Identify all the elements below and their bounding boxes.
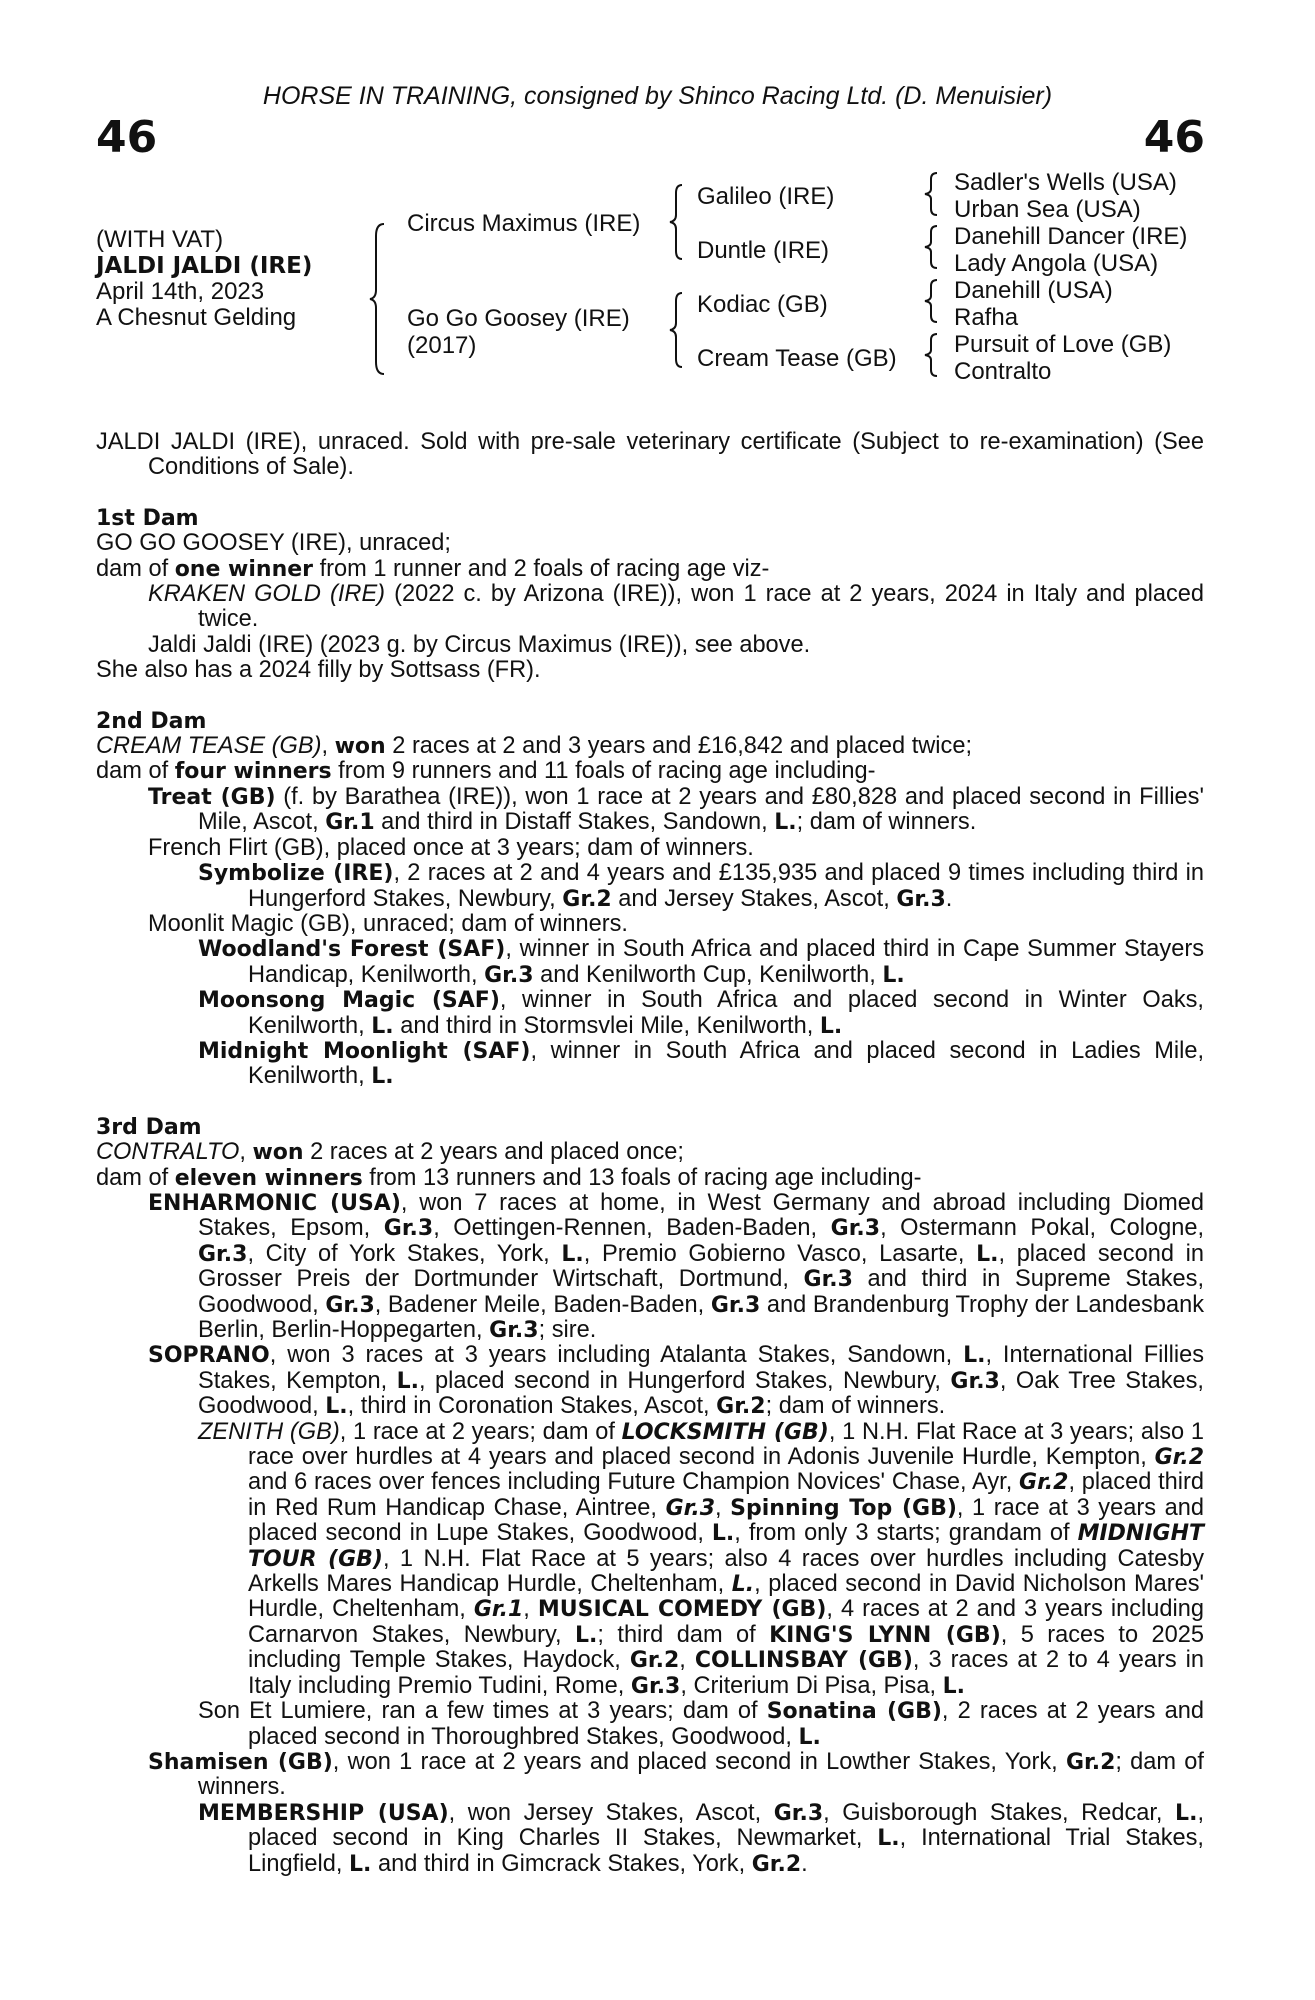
grand-offspring-midnight-moonlight: Midnight Moonlight (SAF), winner in South Africa and placed second in Ladies Mile, Kenilworth, L.: [198, 1037, 1205, 1090]
first-dam-heading: 1st Dam: [96, 505, 199, 531]
vat-note: (WITH VAT): [96, 226, 224, 253]
grand-offspring-moonsong-magic: Moonsong Magic (SAF), winner in South Africa and placed second in Winter Oaks, Kenilworth, L. and third in Stormsvlei Mile, Kenilworth, L.: [198, 987, 1204, 1039]
great-grandparent-2: Urban Sea (USA): [954, 196, 1141, 223]
first-dam-foal-note: She also has a 2024 filly by Sottsass (FR).: [96, 657, 541, 684]
third-dam-offspring-shamisen: Shamisen (GB), won 1 race at 2 years and placed second in Lowther Stakes, York, Gr.2; dam of winners.: [148, 1748, 1204, 1801]
first-dam-produce-summary: dam of one winner from 1 runner and 2 foals of racing age viz-: [96, 555, 770, 582]
great-grandparent-1: Sadler's Wells (USA): [954, 169, 1177, 196]
pedigree-bracket-sire: [670, 183, 686, 263]
dam-dam: Cream Tease (GB): [697, 345, 897, 372]
second-dam-offspring-treat: Treat (GB) (f. by Barathea (IRE)), won 1 race at 2 years and £80,828 and placed second in Fillies' Mile, Ascot, Gr.1 and third in Distaff Stakes, Sandown, L.; dam of winners.: [148, 783, 1204, 836]
second-dam-line: CREAM TEASE (GB), won 2 races at 2 and 3 years and £16,842 and placed twice;: [96, 733, 973, 760]
dam: Go Go Goosey (IRE): [407, 305, 630, 332]
grand-offspring-zenith: ZENITH (GB), 1 race at 2 years; dam of LOCKSMITH (GB), 1 N.H. Flat Race at 3 years; also 1 race over hurdles at 4 years and placed second in Adonis Juvenile Hurdle, Kempton, Gr.2 and 6 races over fences including Future Champion Novices' Chase, Ayr, Gr.2, placed third in Red Rum Handicap Chase, Aintree, Gr.3, Spinning Top (GB), 1 race at 3 years and placed second in Lupe Stakes, Goodwood, L., from only 3 starts; grandam of MIDNIGHT TOUR (GB), 1 N.H. Flat Race at 5 years; also 4 races over hurdles including Catesby Arkells Mares Handicap Hurdle, Cheltenham, L., placed second in David Nicholson Mares' Hurdle, Cheltenham, Gr.1, MUSICAL COMEDY (GB), 4 races at 2 and 3 years including Carnarvon Stakes, Newbury, L.; third dam of KING'S LYNN (GB), 5 races to 2025 including Temple Stakes, Haydock, Gr.2, COLLINSBAY (GB), 3 races at 2 to 4 years in Italy including Premio Tudini, Rome, Gr.3, Criterium Di Pisa, Pisa, L.: [198, 1418, 1205, 1699]
dam-year: (2017): [407, 332, 477, 359]
pedigree-bracket-dam: [670, 291, 686, 373]
great-grandparent-7: Pursuit of Love (GB): [954, 331, 1172, 358]
third-dam-heading: 3rd Dam: [96, 1114, 202, 1140]
third-dam-offspring-enharmonic: ENHARMONIC (USA), won 7 races at home, in West Germany and abroad including Diomed Stakes, Epsom, Gr.3, Oettingen-Rennen, Baden-Baden, Gr.3, Ostermann Pokal, Cologne, Gr.3, City of York Stakes, York, L., Premio Gobierno Vasco, Lasarte, L., placed second in Grosser Preis der Dortmunder Wirtschaft, Dortmund, Gr.3 and third in Supreme Stakes, Goodwood, Gr.3, Badener Meile, Baden-Baden, Gr.3 and Brandenburg Trophy der Landesbank Berlin, Berlin-Hoppegarten, Gr.3; sire.: [148, 1189, 1205, 1343]
grand-offspring-son-et-lumiere: Son Et Lumiere, ran a few times at 3 years; dam of Sonatina (GB), 2 races at 2 years and placed second in Thoroughbred Stakes, Goodwood, L.: [198, 1698, 1204, 1750]
first-dam-offspring-1: KRAKEN GOLD (IRE) (2022 c. by Arizona (IRE)), won 1 race at 2 years, 2024 in Italy and placed twice.: [148, 581, 1204, 633]
dam-sire: Kodiac (GB): [697, 291, 828, 318]
pedigree-bracket-g3: [925, 278, 941, 324]
second-dam-heading: 2nd Dam: [96, 708, 207, 734]
catalogue-header: HORSE IN TRAINING, consigned by Shinco Racing Ltd. (D. Menuisier): [262, 82, 1053, 110]
sire-dam: Duntle (IRE): [697, 237, 830, 264]
grand-offspring-woodlands-forest: Woodland's Forest (SAF), winner in South Africa and placed third in Cape Summer Stayers Handicap, Kenilworth, Gr.3 and Kenilworth Cup, Kenilworth, L.: [198, 936, 1204, 988]
grand-offspring-symbolize: Symbolize (IRE), 2 races at 2 and 4 years and £135,935 and placed 9 times including third in Hungerford Stakes, Newbury, Gr.2 and Jersey Stakes, Ascot, Gr.3.: [198, 860, 1205, 912]
third-dam-line: CONTRALTO, won 2 races at 2 years and placed once;: [96, 1139, 684, 1166]
third-dam-offspring-soprano: SOPRANO, won 3 races at 3 years including Atalanta Stakes, Sandown, L., International Fillies Stakes, Kempton, L., placed second in Hungerford Stakes, Newbury, Gr.3, Oak Tree Stakes, Goodwood, L., third in Coronation Stakes, Ascot, Gr.2; dam of winners.: [148, 1342, 1205, 1420]
great-grandparent-4: Lady Angola (USA): [954, 250, 1159, 277]
pedigree-bracket-g4: [925, 332, 941, 378]
great-grandparent-5: Danehill (USA): [954, 277, 1113, 304]
pedigree-bracket-main: [370, 222, 390, 377]
sire: Circus Maximus (IRE): [407, 210, 641, 237]
grand-offspring-membership: MEMBERSHIP (USA), won Jersey Stakes, Ascot, Gr.3, Guisborough Stakes, Redcar, L., placed second in King Charles II Stakes, Newmarket, L., International Trial Stakes, Lingfield, L. and third in Gimcrack Stakes, York, Gr.2.: [198, 1799, 1204, 1877]
first-dam-line: GO GO GOOSEY (IRE), unraced;: [96, 530, 451, 557]
catalogue-body: [96, 430, 1204, 1877]
second-dam-produce-summary: dam of four winners from 9 runners and 11 foals of racing age including-: [96, 758, 876, 785]
pedigree-bracket-g1: [925, 171, 941, 217]
great-grandparent-3: Danehill Dancer (IRE): [954, 223, 1188, 250]
great-grandparent-6: Rafha: [954, 304, 1019, 331]
sire-sire: Galileo (IRE): [697, 183, 835, 210]
horse-name: JALDI JALDI (IRE): [96, 253, 313, 279]
second-dam-offspring-moonlit-magic: Moonlit Magic (GB), unraced; dam of winners.: [148, 910, 628, 937]
lot-number-left: 46: [96, 112, 158, 163]
first-dam-offspring-2: Jaldi Jaldi (IRE) (2023 g. by Circus Maximus (IRE)), see above.: [148, 631, 811, 658]
foaling-date: April 14th, 2023: [96, 278, 265, 305]
horse-description: A Chesnut Gelding: [96, 304, 297, 331]
intro-paragraph: JALDI JALDI (IRE), unraced. Sold with pre-sale veterinary certificate (Subject to re-examination) (See Conditions of Sale).: [96, 429, 1204, 481]
third-dam-produce-summary: dam of eleven winners from 13 runners and 13 foals of racing age including-: [96, 1164, 922, 1191]
great-grandparent-8: Contralto: [954, 358, 1052, 385]
pedigree-bracket-g2: [925, 224, 941, 270]
lot-number-right: 46: [1143, 112, 1205, 163]
second-dam-offspring-french-flirt: French Flirt (GB), placed once at 3 years; dam of winners.: [148, 834, 754, 861]
